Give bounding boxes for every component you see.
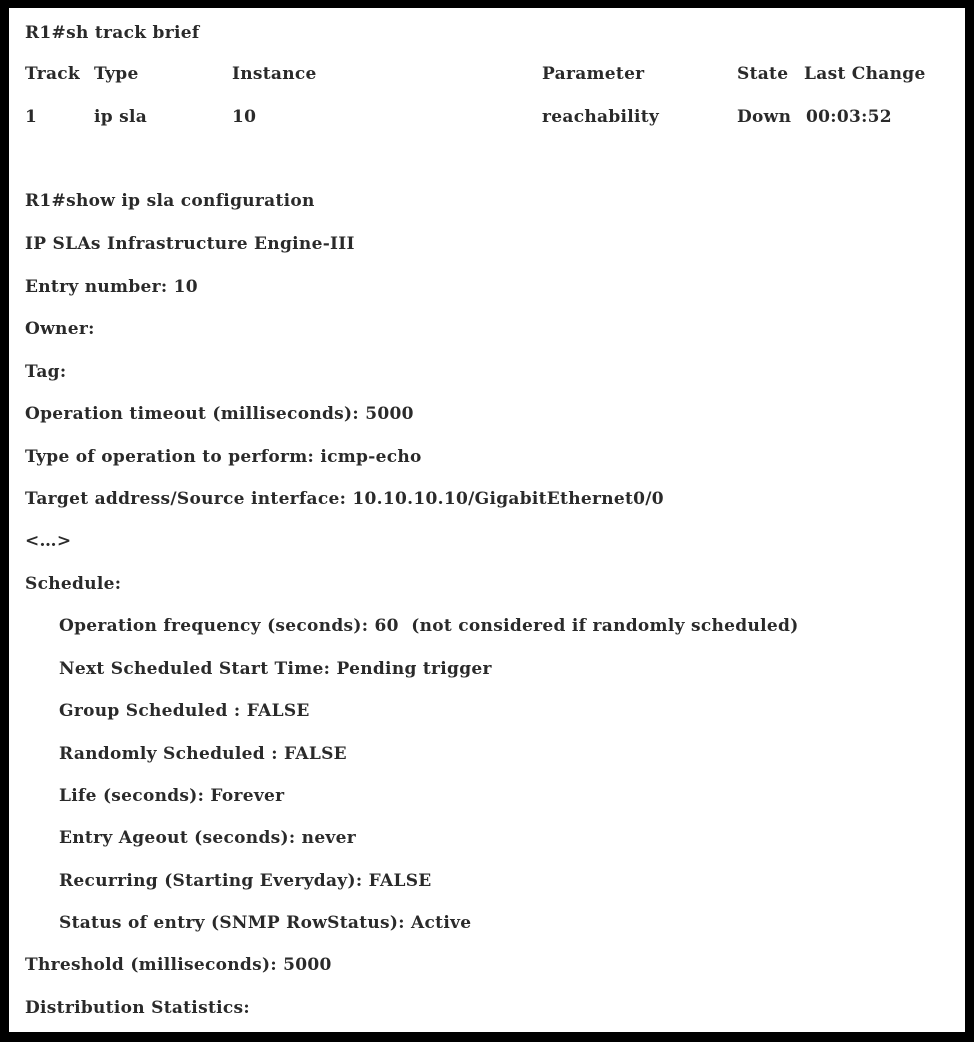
row-last-change: 00:03:52 <box>806 107 892 127</box>
schedule-line: Operation frequency (seconds): 60 (not considered if randomly scheduled) <box>59 616 799 636</box>
config-line: Owner: <box>25 319 95 339</box>
row-type: ip sla <box>94 107 148 127</box>
header-instance: Instance <box>232 64 317 84</box>
config-line: Tag: <box>25 362 67 382</box>
header-state: State <box>737 64 789 84</box>
config-line: Target address/Source interface: 10.10.10.10/GigabitEthernet0/0 <box>25 489 664 509</box>
threshold-line: Threshold (milliseconds): 5000 <box>25 955 332 975</box>
elided-output-marker: <…> <box>25 531 72 551</box>
cli-output-panel <box>9 8 965 1032</box>
row-parameter: reachability <box>542 107 660 127</box>
row-instance: 10 <box>232 107 257 127</box>
config-line: Type of operation to perform: icmp-echo <box>25 447 422 467</box>
row-state: Down <box>737 107 792 127</box>
schedule-line: Life (seconds): Forever <box>59 786 285 806</box>
schedule-line: Recurring (Starting Everyday): FALSE <box>59 871 432 891</box>
schedule-line: Randomly Scheduled : FALSE <box>59 744 347 764</box>
header-track: Track <box>25 64 81 84</box>
header-last-change: Last Change <box>804 64 926 84</box>
command-track-brief: R1#sh track brief <box>25 23 200 43</box>
schedule-heading: Schedule: <box>25 574 122 594</box>
header-parameter: Parameter <box>542 64 645 84</box>
command-show-ip-sla: R1#show ip sla configuration <box>25 191 315 211</box>
schedule-line: Group Scheduled : FALSE <box>59 701 310 721</box>
header-type: Type <box>94 64 139 84</box>
config-line: IP SLAs Infrastructure Engine-III <box>25 234 355 254</box>
config-line: Operation timeout (milliseconds): 5000 <box>25 404 414 424</box>
schedule-line: Entry Ageout (seconds): never <box>59 828 356 848</box>
config-line: Entry number: 10 <box>25 277 198 297</box>
distribution-statistics-line: Distribution Statistics: <box>25 998 250 1018</box>
schedule-line: Next Scheduled Start Time: Pending trigger <box>59 659 492 679</box>
row-track: 1 <box>25 107 38 127</box>
terminal-text <box>9 8 965 1032</box>
schedule-line: Status of entry (SNMP RowStatus): Active <box>59 913 472 933</box>
